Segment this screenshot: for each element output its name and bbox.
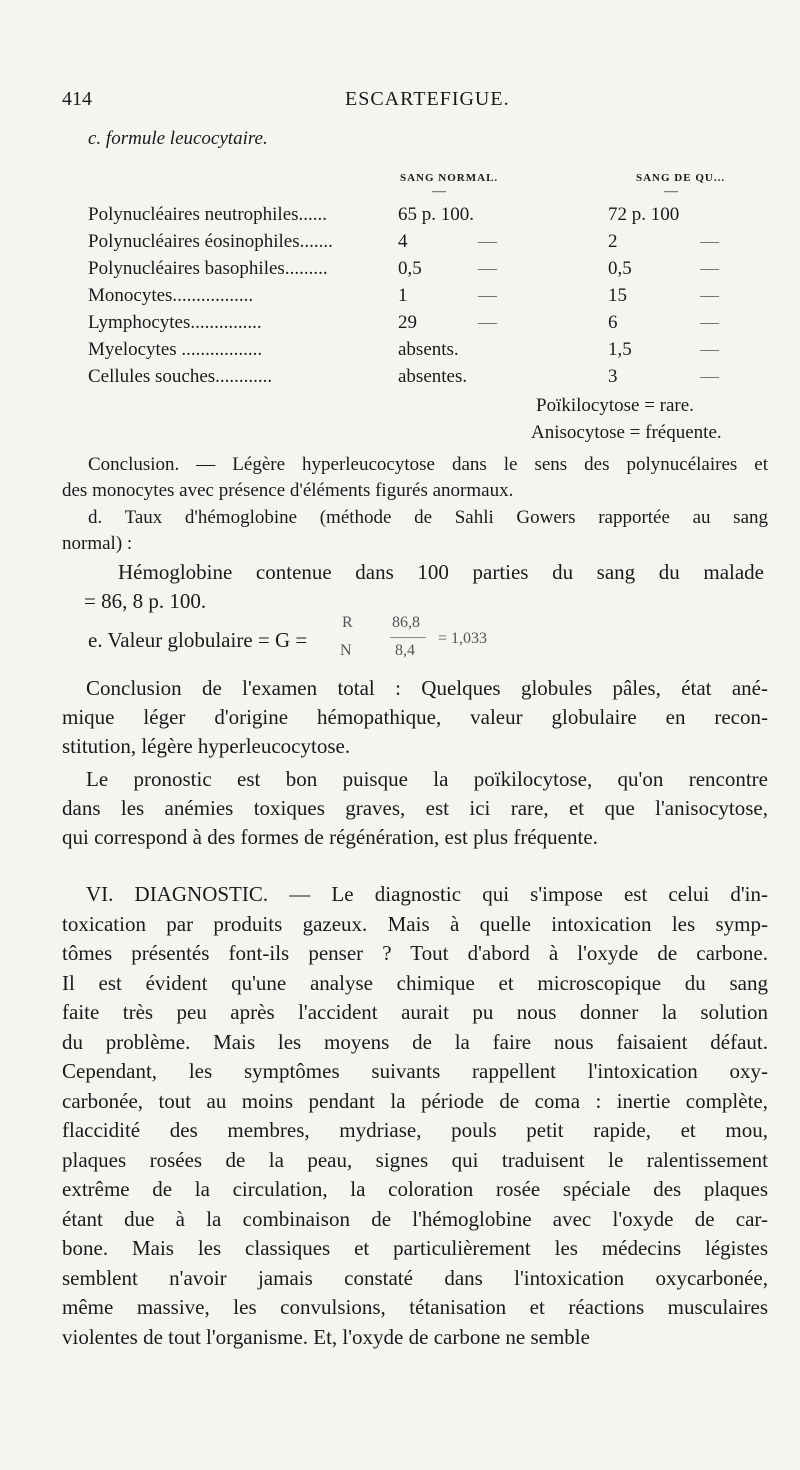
- text-line: = 86, 8 p. 100.: [84, 589, 207, 613]
- ditto-mark: —: [478, 231, 497, 252]
- column-dash: —: [664, 184, 678, 199]
- table-row: [0, 312, 800, 340]
- text-line: normal) :: [62, 533, 133, 554]
- text-line: VI. DIAGNOSTIC. — Le diagnostic qui s'impose est celui d'in-: [86, 882, 768, 906]
- globular-value-formula: e. Valeur globulaire = G =: [88, 628, 308, 652]
- hemoglobin-method-paragraph: [62, 505, 768, 557]
- running-title: ESCARTEFIGUE.: [345, 88, 510, 110]
- table-row: [0, 339, 800, 367]
- note-anisocytose: Anisocytose = fréquente.: [531, 422, 722, 443]
- text-line: Conclusion. — Légère hyperleucocytose dans le sens des polynucélaires et: [88, 454, 768, 475]
- text-line: Hémoglobine contenue dans 100 parties du sang du malade: [118, 560, 764, 584]
- table-row: [0, 366, 800, 394]
- fraction-bar: [390, 637, 426, 638]
- hemoglobin-value: [84, 558, 764, 616]
- text-line: du problème. Mais les moyens de la faire nous faisaient défaut.: [62, 1029, 768, 1054]
- text-line: dans les anémies toxiques graves, est ici rare, et que l'anisocytose,: [62, 796, 768, 820]
- value-normal: absents.: [398, 339, 459, 360]
- column-header-patient: SANG DE QU...: [636, 172, 726, 184]
- text-line: tômes présentés font-ils penser ? Tout d'abord à l'oxyde de carbone.: [62, 941, 768, 965]
- value-normal: 4: [398, 231, 408, 252]
- text-line: carbonée, tout au moins pendant la période de coma : inertie complète,: [62, 1088, 768, 1113]
- conclusion-paragraph: [62, 452, 768, 504]
- fraction-denominator-value: 8,4: [395, 642, 415, 659]
- row-label: Polynucléaires éosinophiles.......: [88, 231, 333, 252]
- table-row: [0, 204, 800, 232]
- text-line: flaccidité des membres, mydriase, pouls petit rapide, et mou,: [62, 1118, 768, 1142]
- value-normal: absentes.: [398, 366, 468, 387]
- value-patient: 72 p. 100: [608, 204, 680, 225]
- ditto-mark: —: [478, 312, 497, 333]
- ditto-mark: —: [700, 366, 719, 387]
- text-line: Le pronostic est bon puisque la poïkilocytose, qu'on rencontre: [86, 767, 768, 791]
- table-row: [0, 231, 800, 259]
- text-line: mique léger d'origine hémopathique, valeur globulaire en recon-: [62, 705, 768, 729]
- fraction-result: = 1,033: [438, 630, 488, 647]
- text-line: même massive, les convulsions, tétanisation et réactions musculaires: [62, 1295, 768, 1319]
- fraction-numerator: R: [342, 614, 353, 631]
- ditto-mark: —: [700, 258, 719, 279]
- prognosis-paragraph: [62, 765, 768, 852]
- table-row: [0, 258, 800, 286]
- fraction-denominator: N: [340, 642, 352, 659]
- page-number: 414: [62, 88, 92, 110]
- note-poikilocytose: Poïkilocytose = rare.: [536, 395, 694, 416]
- column-header-normal: SANG NORMAL.: [400, 172, 499, 184]
- ditto-mark: —: [700, 285, 719, 306]
- text-line: faite très peu après l'accident aurait pu nous donner la solution: [62, 1000, 768, 1024]
- text-line: étant due à la combinaison de l'hémoglobine avec l'oxyde de car-: [62, 1206, 768, 1231]
- text-line: stitution, légère hyperleucocytose.: [62, 734, 351, 758]
- text-line: Cependant, les symptômes suivants rappellent l'intoxication oxy-: [62, 1059, 768, 1083]
- value-patient: 2: [608, 231, 618, 252]
- fraction-numerator-value: 86,8: [392, 614, 420, 631]
- text-line: plaques rosées de la peau, signes qui traduisent le ralentissement: [62, 1147, 768, 1172]
- value-patient: 15: [608, 285, 627, 306]
- ditto-mark: —: [700, 339, 719, 360]
- text-line: Conclusion de l'examen total : Quelques globules pâles, état ané-: [86, 676, 768, 700]
- row-label: Polynucléaires basophiles.........: [88, 258, 328, 279]
- column-dash: —: [432, 184, 446, 199]
- text-line: d. Taux d'hémoglobine (méthode de Sahli Gowers rapportée au sang: [88, 507, 768, 528]
- ditto-mark: —: [478, 285, 497, 306]
- ditto-mark: —: [478, 258, 497, 279]
- ditto-mark: —: [700, 312, 719, 333]
- value-patient: 1,5: [608, 339, 632, 360]
- text-line: semblent n'avoir jamais constaté dans l'intoxication oxycarbonée,: [62, 1265, 768, 1290]
- total-conclusion-paragraph: [62, 674, 768, 761]
- value-patient: 3: [608, 366, 618, 387]
- value-normal: 29: [398, 312, 417, 333]
- value-normal: 0,5: [398, 258, 422, 279]
- ditto-mark: —: [700, 231, 719, 252]
- value-patient: 6: [608, 312, 618, 333]
- row-label: Cellules souches............: [88, 366, 273, 387]
- value-normal: 1: [398, 285, 408, 306]
- text-line: Il est évident qu'une analyse chimique et microscopique du sang: [62, 970, 768, 995]
- row-label: Myelocytes .................: [88, 339, 263, 360]
- row-label: Monocytes.................: [88, 285, 254, 306]
- text-line: violentes de tout l'organisme. Et, l'oxyde de carbone ne semble: [62, 1324, 590, 1349]
- text-line: extrême de la circulation, la coloration rosée spéciale des plaques: [62, 1177, 768, 1201]
- text-line: qui correspond à des formes de régénération, est plus fréquente.: [62, 825, 598, 849]
- row-label: Lymphocytes...............: [88, 312, 262, 333]
- text-line: toxication par produits gazeux. Mais à quelle intoxication les symp-: [62, 911, 768, 936]
- text-line: bone. Mais les classiques et particulièrement les médecins légistes: [62, 1236, 768, 1260]
- text-line: des monocytes avec présence d'éléments figurés anormaux.: [62, 480, 514, 501]
- row-label: Polynucléaires neutrophiles......: [88, 204, 328, 225]
- section-c-heading: c. formule leucocytaire.: [88, 128, 268, 149]
- value-patient: 0,5: [608, 258, 632, 279]
- diagnostic-paragraph: [62, 880, 768, 1352]
- table-row: [0, 285, 800, 313]
- value-normal: 65 p. 100.: [398, 204, 474, 225]
